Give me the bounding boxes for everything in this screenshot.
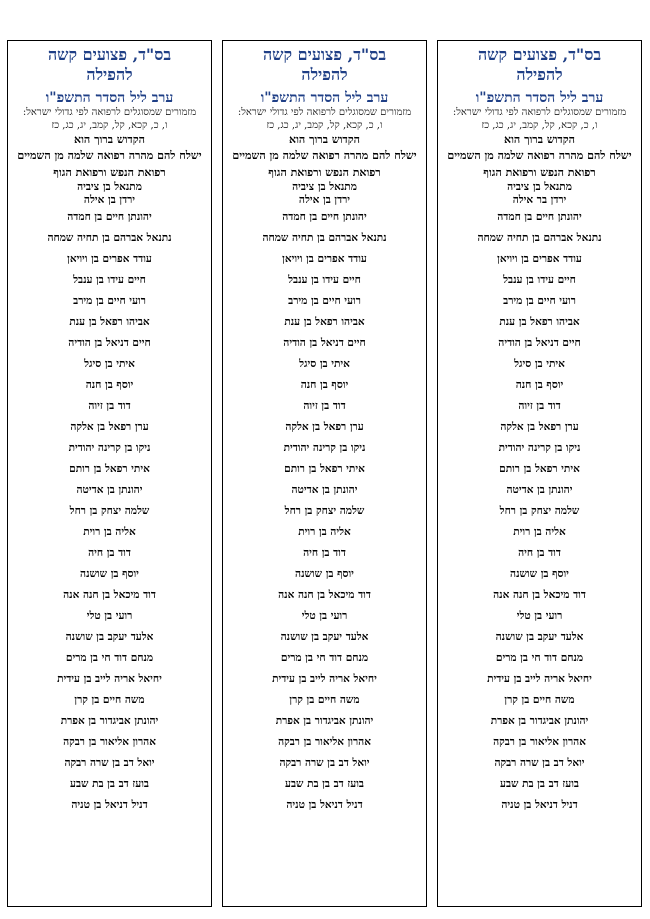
name-item: דוד בן זיוה <box>518 400 561 412</box>
name-item: מנחם דוד חי בן מרים <box>495 652 584 664</box>
name-item: דניל דניאל בן טניה <box>71 799 148 811</box>
holy-one-heading: הקדוש ברוך הוא <box>504 133 575 146</box>
name-item: רועי בן טלי <box>301 610 348 622</box>
name-item: שלמה יצחק בן רחל <box>499 505 580 517</box>
name-item: ערן רפאל בן אלקה <box>70 421 149 433</box>
name-item: יואל דב בן שרה רבקה <box>494 757 585 769</box>
blessing-text: ישלח להם מהרה רפואה שלמה מן השמיים רפואת הנפש ורפואת הגוף <box>447 149 632 179</box>
name-item: דוד בן חיה <box>88 547 131 559</box>
name-item: ערן רפאל בן אלקה <box>285 421 364 433</box>
name-item: איתי בן סיגל <box>514 358 565 370</box>
name-item: יהונתן חיים בן חמדה <box>497 211 582 223</box>
column-title-line2: להפילה <box>86 65 133 84</box>
name-item: נתנאל אברהם בן תחיה שמחה <box>262 232 387 244</box>
name-item: עודד אפרים בן ויויאן <box>282 253 367 265</box>
name-item: יהונתן אביגדור בן אפרת <box>490 715 589 727</box>
name-item: בועז דב בן בת שבע <box>285 778 364 790</box>
name-item: יוסף בן חנה <box>85 379 134 391</box>
name-item: דוד מיכאל בן חנה אנה <box>493 589 586 601</box>
column-subtitle: ערב ליל הסדר התשפ"ו <box>260 90 389 106</box>
name-item: רועי חיים בן מירב <box>73 295 146 307</box>
name-item: בועז דב בן בת שבע <box>70 778 149 790</box>
column-title-line2: להפילה <box>516 65 563 84</box>
name-item: חיים עידו בן ענבל <box>288 274 361 286</box>
name-item: אלעד יעקב בן שושנה <box>495 631 584 643</box>
name-item: אליה בן רוית <box>513 526 566 538</box>
name-item: חיים דניאל בן הודיה <box>498 337 581 349</box>
name-item: יוסף בן חנה <box>300 379 349 391</box>
top-name: מתנאל בן ציביה <box>77 181 142 193</box>
name-item: אהרון אליאור בן רבקה <box>278 736 371 748</box>
name-item: רועי בן טלי <box>516 610 563 622</box>
name-item: חיים עידו בן ענבל <box>73 274 146 286</box>
name-item: דוד בן חיה <box>518 547 561 559</box>
name-item: יהונתן אביגדור בן אפרת <box>275 715 374 727</box>
name-item: דוד בן זיוה <box>88 400 131 412</box>
name-item: אביהו רפאל בן ענת <box>499 316 580 328</box>
name-item: אביהו רפאל בן ענת <box>284 316 365 328</box>
column-title: בס"ד, פצועים קשה <box>47 45 172 64</box>
blessing-text: ישלח להם מהרה רפואה שלמה מן השמיים רפואת הנפש ורפואת הגוף <box>232 149 417 179</box>
name-item: חיים דניאל בן הודיה <box>283 337 366 349</box>
name-item: עודד אפרים בן ויויאן <box>497 253 582 265</box>
column-title: בס"ד, פצועים קשה <box>262 45 387 64</box>
column-subtitle: ערב ליל הסדר התשפ"ו <box>475 90 604 106</box>
column-title: בס"ד, פצועים קשה <box>477 45 602 64</box>
names-list <box>226 207 423 816</box>
name-item: יהונתן חיים בן חמדה <box>282 211 367 223</box>
name-item: איתי בן סיגל <box>299 358 350 370</box>
names-list <box>11 207 208 816</box>
column-title-line2: להפילה <box>301 65 348 84</box>
name-item: משה חיים בן קרן <box>74 694 145 706</box>
name-item: יוסף בן שושנה <box>510 568 569 580</box>
top-name: ירדן בן אילה <box>298 194 351 206</box>
name-item: יהונתן בן אדיטה <box>76 484 143 496</box>
name-item: רועי בן טלי <box>86 610 133 622</box>
name-item: איתי רפאל בן רותם <box>499 463 580 475</box>
name-item: ניקו בן קרינה יהודית <box>283 442 366 454</box>
blessing-text: ישלח להם מהרה רפואה שלמה מן השמיים רפואת הנפש ורפואת הגוף <box>17 149 202 179</box>
name-item: חיים עידו בן ענבל <box>503 274 576 286</box>
name-item: איתי רפאל בן רותם <box>69 463 150 475</box>
name-item: איתי רפאל בן רותם <box>284 463 365 475</box>
name-item: נתנאל אברהם בן תחיה שמחה <box>477 232 602 244</box>
name-item: שלמה יצחק בן רחל <box>284 505 365 517</box>
name-item: אהרון אליאור בן רבקה <box>63 736 156 748</box>
name-item: איתי בן סיגל <box>84 358 135 370</box>
name-item: יהונתן בן אדיטה <box>506 484 573 496</box>
name-item: יואל דב בן שרה רבקה <box>64 757 155 769</box>
name-item: יוסף בן שושנה <box>80 568 139 580</box>
name-item: עודד אפרים בן ויויאן <box>67 253 152 265</box>
name-item: אליה בן רוית <box>83 526 136 538</box>
name-item: שלמה יצחק בן רחל <box>69 505 150 517</box>
names-list <box>441 207 638 816</box>
name-item: דוד בן זיוה <box>303 400 346 412</box>
name-item: יהונתן אביגדור בן אפרת <box>60 715 159 727</box>
name-item: אלעד יעקב בן שושנה <box>280 631 369 643</box>
name-item: יהונתן בן אדיטה <box>291 484 358 496</box>
top-name: ירדן בר אילה <box>512 194 567 206</box>
name-item: מנחם דוד חי בן מרים <box>280 652 369 664</box>
name-item: חיים דניאל בן הודיה <box>68 337 151 349</box>
name-item: מנחם דוד חי בן מרים <box>65 652 154 664</box>
name-item: אהרון אליאור בן רבקה <box>493 736 586 748</box>
name-item: יוסף בן שושנה <box>295 568 354 580</box>
top-name: מתנאל בן ציביה <box>292 181 357 193</box>
name-item: דוד מיכאל בן חנה אנה <box>63 589 156 601</box>
name-item: נתנאל אברהם בן תחיה שמחה <box>47 232 172 244</box>
name-item: יחיאל אריה לייב בן עידית <box>57 673 162 685</box>
prayer-column-1 <box>7 40 212 907</box>
psalms-description: מזמורים שמסוגלים לרפואה לפי גדולי ישראל: <box>237 107 412 118</box>
name-item: ערן רפאל בן אלקה <box>500 421 579 433</box>
name-item: אלעד יעקב בן שושנה <box>65 631 154 643</box>
name-item: בועז דב בן בת שבע <box>500 778 579 790</box>
column-subtitle: ערב ליל הסדר התשפ"ו <box>45 90 174 106</box>
name-item: דוד בן חיה <box>303 547 346 559</box>
prayer-column-2 <box>222 40 427 907</box>
top-name: ירדן בן אילה <box>83 194 136 206</box>
prayer-column-3 <box>437 40 642 907</box>
name-item: דוד מיכאל בן חנה אנה <box>278 589 371 601</box>
psalms-list: ו, כ, קכא, קל, קמב, יג, כג, כז <box>266 120 383 131</box>
name-item: יחיאל אריה לייב בן עידית <box>487 673 592 685</box>
name-item: ניקו בן קרינה יהודית <box>68 442 151 454</box>
name-item: משה חיים בן קרן <box>289 694 360 706</box>
name-item: דניל דניאל בן טניה <box>286 799 363 811</box>
holy-one-heading: הקדוש ברוך הוא <box>74 133 145 146</box>
psalms-list: ו, כ, קכא, קל, קמב, יג, כג, כז <box>481 120 598 131</box>
name-item: רועי חיים בן מירב <box>503 295 576 307</box>
top-name: מתנאל בן ציביה <box>507 181 572 193</box>
psalms-list: ו, כ, קכא, קל, קמב, יג, כג, כז <box>51 120 168 131</box>
name-item: יחיאל אריה לייב בן עידית <box>272 673 377 685</box>
name-item: ניקו בן קרינה יהודית <box>498 442 581 454</box>
psalms-description: מזמורים שמסוגלים לרפואה לפי גדולי ישראל: <box>22 107 197 118</box>
name-item: יוסף בן חנה <box>515 379 564 391</box>
name-item: אליה בן רוית <box>298 526 351 538</box>
name-item: רועי חיים בן מירב <box>288 295 361 307</box>
name-item: יהונתן חיים בן חמדה <box>67 211 152 223</box>
holy-one-heading: הקדוש ברוך הוא <box>289 133 360 146</box>
psalms-description: מזמורים שמסוגלים לרפואה לפי גדולי ישראל: <box>452 107 627 118</box>
name-item: משה חיים בן קרן <box>504 694 575 706</box>
name-item: דניל דניאל בן טניה <box>501 799 578 811</box>
name-item: אביהו רפאל בן ענת <box>69 316 150 328</box>
name-item: יואל דב בן שרה רבקה <box>279 757 370 769</box>
